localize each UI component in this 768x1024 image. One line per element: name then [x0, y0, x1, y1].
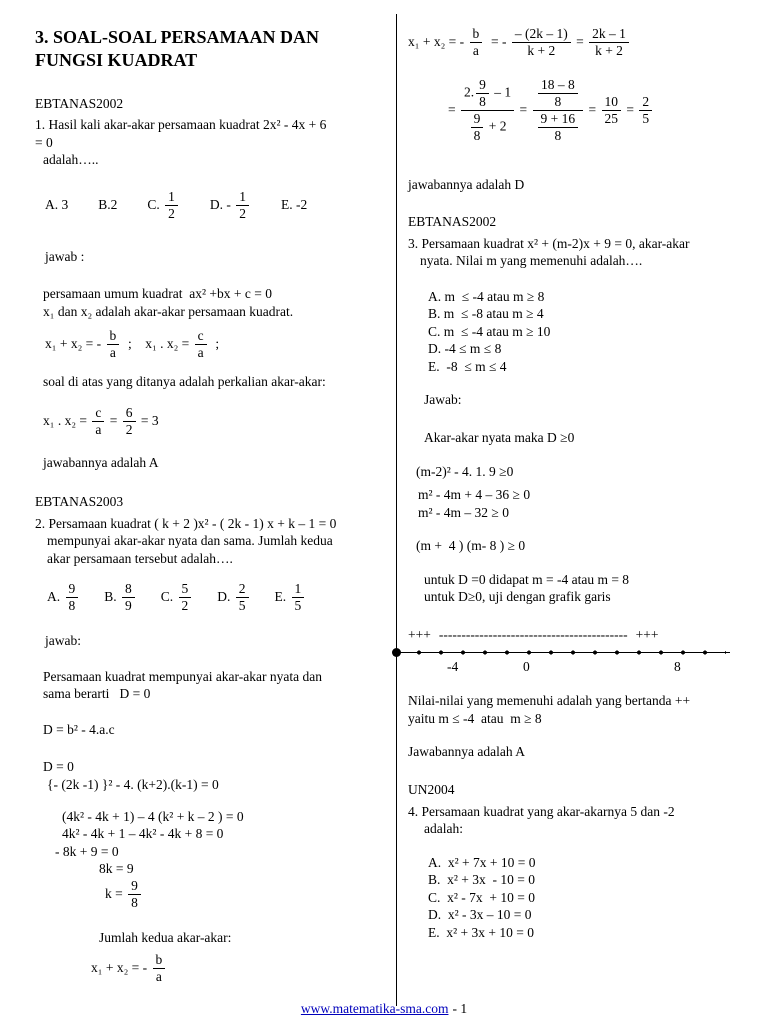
denominator: k + 2 [527, 42, 556, 58]
plus-signs-left: +++ [408, 626, 431, 642]
numerator: 6 [123, 405, 136, 422]
q2-step-2: (4k² - 4k + 1) – 4 (k² + k – 2 ) = 0 [62, 808, 244, 824]
q3-option-e: E. -8 ≤ m ≤ 4 [428, 358, 507, 374]
q3-sign-chart [408, 626, 750, 677]
plus-signs-right: +++ [635, 626, 659, 642]
formula-text: k = [105, 885, 127, 901]
q3-step-3: m² - 4m – 32 ≥ 0 [418, 504, 509, 520]
page-footer [0, 1001, 768, 1017]
q1-stem-line1: 1. Hasil kali akar-akar persamaan kuadrat 2x² - 4x + 6 [35, 117, 327, 133]
q1-option-c-label: C. [147, 196, 164, 212]
fraction [195, 328, 207, 361]
q2-option-b [104, 581, 137, 614]
formula-text: x₁ + x₂ = - [91, 960, 151, 976]
numerator [461, 77, 514, 111]
q3-answer: Jawabannya adalah A [408, 744, 525, 760]
q4-stem-line2: adalah: [424, 821, 463, 837]
formula-text: – 1 [490, 84, 512, 100]
denominator [466, 111, 510, 144]
fraction [123, 405, 136, 438]
fraction [538, 111, 579, 144]
fraction [470, 26, 483, 59]
q2-stem-line1: 2. Persamaan kuadrat ( k + 2 )x² - ( 2k - 1) x + k – 1 = 0 [35, 515, 337, 531]
page-title-line2: FUNGSI KUADRAT [35, 50, 198, 71]
q4-stem-line1: 4. Persamaan kuadrat yang akar-akarnya 5 dan -2 [408, 803, 675, 819]
q3-step-2: m² - 4m + 4 – 36 ≥ 0 [418, 487, 531, 503]
q2-option-d-label: D. [217, 589, 234, 605]
fraction [533, 77, 584, 144]
fraction [512, 26, 571, 59]
q4-option-c: C. x² - 7x + 10 = 0 [428, 889, 536, 905]
numerator: 9 [128, 878, 141, 895]
q3-conclusion-1: Nilai-nilai yang memenuhi adalah yang bertanda ++ [408, 693, 691, 709]
denominator: 2 [239, 205, 247, 221]
formula-text: ; x₁ . x₂ = [121, 336, 193, 352]
denominator: 8 [131, 894, 138, 910]
q2-continued-formula-2 [408, 77, 750, 144]
formula-text: = [516, 101, 531, 117]
q3-option-a: A. m ≤ -4 atau m ≥ 8 [428, 288, 545, 304]
q1-product-result-formula [35, 405, 391, 438]
q3-note-1: untuk D =0 didapat m = -4 atau m = 8 [424, 571, 630, 587]
q1-jawab-label: jawab : [45, 248, 85, 264]
numerator: b [153, 952, 166, 969]
formula-text: = - [484, 33, 510, 49]
denominator: 8 [473, 127, 481, 143]
number-line [392, 648, 730, 658]
q2-option-e [275, 581, 307, 614]
numerator: b [470, 26, 483, 43]
denominator: 8 [554, 93, 562, 109]
fraction [122, 581, 135, 614]
q2-explanation-1: Persamaan kuadrat mempunyai akar-akar nyata dan [43, 668, 322, 684]
formula-text: = [448, 101, 459, 117]
q3-note-2: untuk D≥0, uji dengan grafik garis [424, 589, 611, 605]
denominator: a [109, 345, 116, 361]
q1-options [35, 189, 391, 222]
fraction [589, 26, 629, 59]
denominator [533, 111, 584, 144]
q2-discriminant-formula: D = b² - 4.a.c [43, 721, 115, 737]
numerator: 2 [639, 94, 652, 111]
formula-text: + 2 [485, 118, 507, 134]
numerator: 10 [602, 94, 622, 111]
footer-link[interactable]: www.matematika-sma.com [300, 1001, 449, 1016]
q2-sum-label: Jumlah kedua akar-akar: [99, 929, 232, 945]
numerator: 1 [165, 189, 178, 206]
fraction [461, 77, 514, 144]
q3-option-b: B. m ≤ -8 atau m ≥ 4 [428, 306, 544, 322]
q2-stem-line2: mempunyai akar-akar nyata dan sama. Jumlah kedua [47, 533, 333, 549]
q3-stem-line2: nyata. Nilai m yang memenuhi adalah…. [420, 253, 643, 269]
page-title-line1: 3. SOAL-SOAL PERSAMAAN DAN [35, 27, 320, 47]
q4-option-a: A. x² + 7x + 10 = 0 [428, 854, 536, 870]
q1-option-d-label: D. - [209, 196, 235, 212]
formula-text: x₁ + x₂ = - [45, 336, 105, 352]
fraction [153, 952, 166, 985]
column-divider [396, 14, 397, 1006]
q4-option-b: B. x² + 3x - 10 = 0 [428, 872, 536, 888]
numerator: c [195, 328, 207, 345]
q2-step-5: 8k = 9 [99, 861, 134, 877]
denominator: 5 [642, 110, 650, 126]
numerator: c [92, 405, 104, 422]
q1-option-b: B.2 [98, 196, 118, 212]
q1-option-e: E. -2 [281, 196, 308, 212]
label-eight: 8 [674, 659, 681, 675]
q2-option-b-label: B. [104, 589, 121, 605]
page-title [35, 26, 391, 73]
formula-text: x₁ . x₂ = [43, 412, 91, 428]
q1-stem-line3: adalah….. [43, 152, 99, 168]
numerator: 9 [66, 581, 79, 598]
q2-step-4: - 8k + 9 = 0 [55, 843, 119, 859]
denominator: a [95, 421, 102, 437]
fraction [165, 189, 178, 222]
numerator: 5 [179, 581, 192, 598]
formula-text: = [585, 101, 600, 117]
q1-option-c [147, 189, 180, 222]
denominator: 2 [125, 421, 133, 437]
q4-option-e: E. x² + 3x + 10 = 0 [428, 924, 535, 940]
formula-text: = [572, 33, 588, 49]
q2-source: EBTANAS2003 [35, 494, 124, 510]
denominator: a [197, 345, 204, 361]
number-line-labels [408, 659, 750, 676]
fraction [128, 878, 141, 911]
q2-step-1: {- (2k -1) }² - 4. (k+2).(k-1) = 0 [47, 777, 219, 792]
numerator: 8 [122, 581, 135, 598]
denominator: a [155, 969, 162, 985]
formula-text: 2. [464, 84, 475, 100]
q1-explanation-3: soal di atas yang ditanya adalah perkalian akar-akar: [43, 374, 326, 390]
numerator: 9 [471, 111, 484, 128]
formula-text: x₁ + x₂ = - [408, 33, 468, 49]
fraction [107, 328, 120, 361]
numerator: 2k – 1 [589, 26, 629, 43]
page-number: - 1 [452, 1001, 468, 1016]
formula-text: ; [208, 336, 220, 352]
q3-step-4: (m + 4 ) (m- 8 ) ≥ 0 [416, 538, 526, 554]
denominator: 25 [604, 110, 618, 126]
q1-explanation-2: x₁ dan x₂ adalah akar-akar persamaan kuadrat. [43, 303, 294, 319]
label-zero: 0 [523, 659, 530, 675]
denominator: 8 [554, 127, 562, 143]
q2-option-c [161, 581, 194, 614]
denominator: 8 [479, 93, 486, 109]
q2-explanation-2: sama berarti D = 0 [43, 686, 151, 702]
q2-d-zero: D = 0 [43, 759, 74, 775]
q3-explanation-1: Akar-akar nyata maka D ≥0 [424, 430, 575, 445]
q2-answer: jawabannya adalah D [408, 176, 525, 192]
denominator: a [472, 42, 479, 58]
numerator: – (2k – 1) [512, 26, 571, 43]
q4-source: UN2004 [408, 782, 455, 798]
number-line-dots [408, 649, 726, 656]
fraction [602, 94, 622, 127]
q2-option-a-label: A. [47, 589, 64, 605]
fraction [66, 581, 79, 614]
q3-source: EBTANAS2002 [408, 214, 497, 230]
q2-jawab-label: jawab: [45, 633, 81, 649]
fraction [639, 94, 652, 127]
numerator: b [107, 328, 120, 345]
denominator: 5 [238, 598, 246, 614]
q2-option-e-label: E. [274, 589, 290, 605]
formula-text: = 3 [137, 412, 159, 428]
label-minus-4: -4 [447, 659, 459, 675]
q2-stem-line3: akar persamaan tersebut adalah…. [47, 550, 233, 566]
right-column [408, 26, 750, 941]
q1-answer: jawabannya adalah A [43, 454, 159, 470]
q3-jawab-label: Jawab: [424, 392, 462, 408]
numerator: 1 [292, 581, 305, 598]
denominator: 8 [68, 598, 76, 614]
q2-option-a [47, 581, 80, 614]
numerator: 18 – 8 [538, 77, 578, 94]
fraction [476, 77, 489, 110]
formula-text: = [623, 101, 638, 117]
q2-step-3: 4k² - 4k + 1 – 4k² - 4k + 8 = 0 [62, 826, 224, 842]
numerator [533, 77, 583, 111]
numerator: 9 [476, 77, 489, 94]
fraction [471, 111, 484, 144]
formula-text: = [106, 412, 121, 428]
q2-k-result-formula [35, 878, 391, 911]
q1-option-d [210, 189, 251, 222]
q3-step-1: (m-2)² - 4. 1. 9 ≥0 [416, 463, 514, 479]
q1-stem-line2: = 0 [35, 134, 53, 150]
numerator: 9 + 16 [538, 111, 579, 128]
q3-conclusion-2: yaitu m ≤ -4 atau m ≥ 8 [408, 710, 542, 726]
denominator: 9 [125, 598, 132, 614]
numerator: 2 [236, 581, 249, 598]
sign-chart-signs [408, 626, 750, 644]
fraction [236, 581, 249, 614]
q1-source: EBTANAS2002 [35, 95, 124, 111]
q1-explanation-1: persamaan umum kuadrat ax² +bx + c = 0 [43, 286, 272, 302]
q2-option-d [217, 581, 250, 614]
q1-option-a: A. 3 [45, 196, 69, 212]
fraction [538, 77, 578, 110]
fraction [92, 405, 104, 438]
q3-option-c: C. m ≤ -4 atau m ≥ 10 [428, 323, 551, 339]
left-column [35, 26, 391, 985]
q1-sum-product-formula [35, 328, 391, 361]
sign-chart-dashes: ------------------------------------------ [438, 626, 628, 642]
denominator: 2 [181, 598, 189, 614]
denominator: 5 [294, 598, 302, 614]
q2-sum-formula [35, 952, 391, 985]
numerator: 1 [236, 189, 249, 206]
denominator: 2 [168, 205, 175, 221]
q3-stem-line1: 3. Persamaan kuadrat x² + (m-2)x + 9 = 0, akar-akar [408, 235, 690, 251]
fraction [292, 581, 305, 614]
fraction [179, 581, 192, 614]
q3-option-d: D. -4 ≤ m ≤ 8 [428, 341, 502, 357]
q2-option-c-label: C. [160, 589, 177, 605]
q2-options [35, 581, 391, 614]
denominator: k + 2 [595, 42, 623, 58]
fraction [236, 189, 249, 222]
q4-option-d: D. x² - 3x – 10 = 0 [428, 907, 532, 923]
q2-continued-formula-1 [408, 26, 750, 59]
